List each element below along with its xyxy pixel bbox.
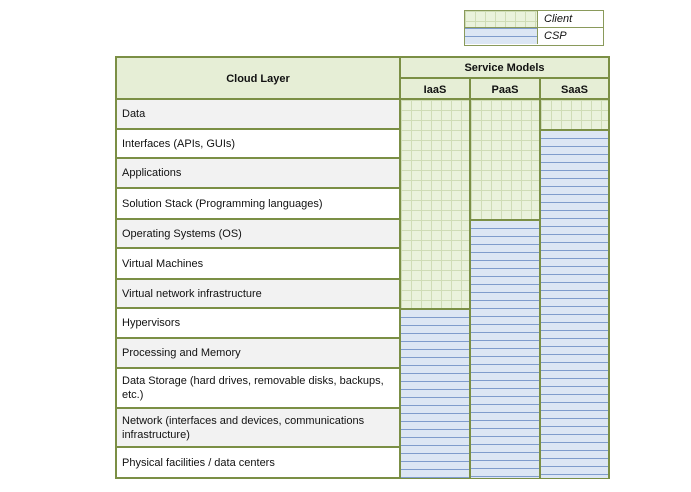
paas-boundary [471,219,541,221]
layer-row [117,159,401,189]
layer-label: Network (interfaces and devices, communications infrastructure) [122,414,365,441]
paas-header: PaaS [471,79,541,100]
layer-row [117,409,401,448]
cloud-layer-header: Cloud Layer [117,58,401,100]
legend-csp-label: CSP [544,30,567,42]
legend-client-label: Client [544,13,573,25]
layer-label: Physical facilities / data centers [122,457,275,469]
service-models-header: Service Models [401,58,608,79]
table-header [117,58,608,100]
layer-label: Processing and Memory [122,347,241,359]
responsibility-table [115,56,610,479]
layer-row [117,220,401,249]
iaas-csp-region [401,309,471,478]
layer-label: Solution Stack (Programming languages) [122,197,323,210]
client-swatch [465,11,538,27]
layer-label: Virtual Machines [122,257,204,270]
legend [464,10,604,46]
layer-row [117,100,401,130]
layer-label: Data [122,108,146,120]
iaas-boundary [401,308,471,310]
saas-client-region [541,100,608,130]
paas-csp-region [471,220,541,478]
saas-header: SaaS [561,83,588,96]
layer-row [117,130,401,159]
layer-row [117,448,401,478]
layer-label: Hypervisors [122,317,181,329]
layer-row [117,189,401,220]
saas-csp-region [541,130,608,478]
layer-row [117,309,401,339]
layer-row [117,280,401,309]
layer-rows [117,100,401,478]
legend-csp-row [465,28,603,44]
layer-label: Virtual network infrastructure [122,287,262,300]
layer-row [117,249,401,280]
layer-label: Interfaces (APIs, GUIs) [122,137,236,150]
layer-label: Applications [122,167,182,179]
paas-client-region [471,100,541,220]
csp-swatch [465,28,538,44]
iaas-client-region [401,100,471,309]
layer-row [117,369,401,409]
legend-client-row [465,11,603,28]
layer-label: Data Storage (hard drives, removable disks, backups, etc.) [122,375,384,401]
iaas-header: IaaS [401,79,471,100]
layer-label: Operating Systems (OS) [122,227,242,240]
saas-boundary [541,129,608,131]
layer-row [117,339,401,369]
